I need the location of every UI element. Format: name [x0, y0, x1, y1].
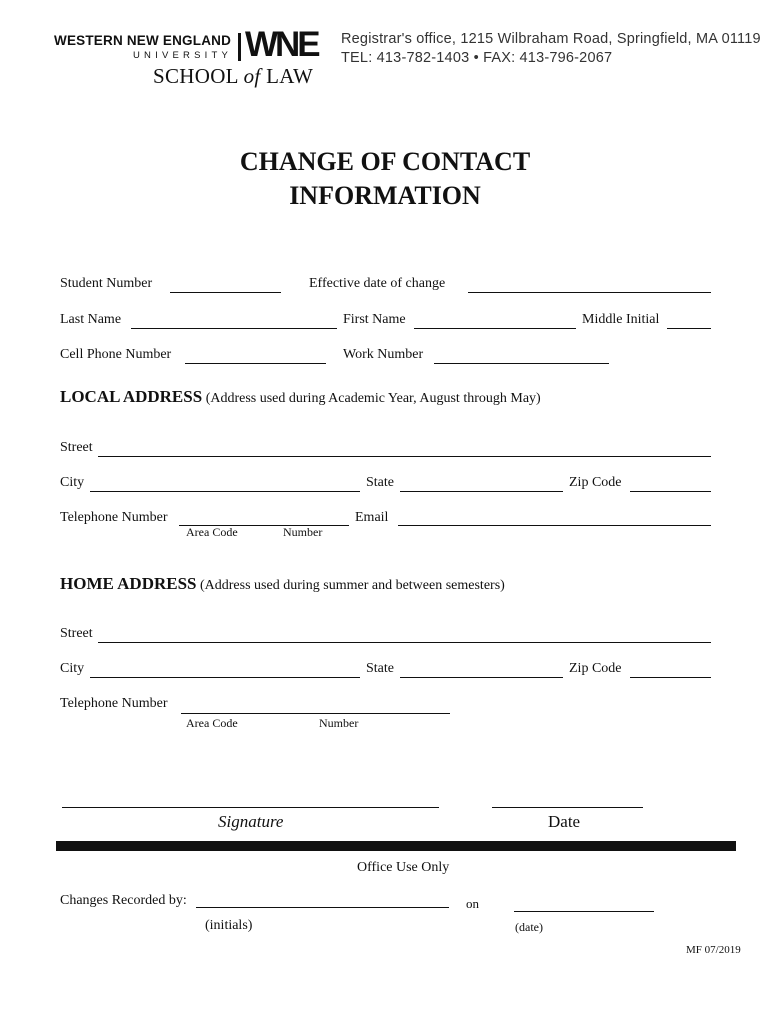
home-state-label: State: [366, 661, 394, 676]
registrar-address: Registrar's office, 1215 Wilbraham Road, Springfield, MA 01119: [341, 31, 761, 47]
local-zip-field[interactable]: [630, 491, 711, 492]
section-divider-bar: [56, 841, 736, 851]
registrar-phone-fax: TEL: 413-782-1403 • FAX: 413-796-2067: [341, 50, 613, 66]
local-state-field[interactable]: [400, 491, 563, 492]
local-email-label: Email: [355, 510, 389, 525]
home-city-field[interactable]: [90, 677, 360, 678]
logo-university-name: WESTERN NEW ENGLAND: [54, 33, 232, 48]
local-city-field[interactable]: [90, 491, 360, 492]
local-address-heading: [60, 387, 541, 407]
recorded-date-caption: (date): [515, 920, 543, 934]
home-telephone-label: Telephone Number: [60, 696, 168, 711]
last-name-field[interactable]: [131, 328, 337, 329]
local-street-field[interactable]: [98, 456, 711, 457]
form-code: MF 07/2019: [686, 944, 741, 956]
student-number-label: Student Number: [60, 276, 153, 291]
local-street-label: Street: [60, 440, 93, 455]
home-zip-field[interactable]: [630, 677, 711, 678]
local-number-caption: Number: [283, 525, 323, 539]
changes-recorded-field[interactable]: [196, 907, 449, 908]
cell-phone-label: Cell Phone Number: [60, 347, 172, 362]
last-name-label: Last Name: [60, 312, 122, 327]
home-street-label: Street: [60, 626, 93, 641]
changes-recorded-label: Changes Recorded by:: [60, 893, 187, 908]
on-label: on: [466, 896, 479, 911]
logo-of: of: [243, 64, 261, 88]
logo-school: SCHOOL: [153, 64, 239, 88]
logo-university-word: UNIVERSITY: [133, 50, 233, 61]
first-name-field[interactable]: [414, 328, 576, 329]
student-number-field[interactable]: [170, 292, 281, 293]
local-telephone-label: Telephone Number: [60, 510, 168, 525]
effective-date-field[interactable]: [468, 292, 711, 293]
home-street-field[interactable]: [98, 642, 711, 643]
form-title-line1: CHANGE OF CONTACT: [239, 147, 531, 176]
home-address-note: (Address used during summer and between semesters): [200, 578, 505, 593]
local-address-title: LOCAL ADDRESS: [60, 387, 203, 406]
logo-wne-mark: WNE: [245, 25, 318, 64]
cell-phone-field[interactable]: [185, 363, 326, 364]
work-number-field[interactable]: [434, 363, 609, 364]
initials-caption: (initials): [205, 918, 253, 933]
home-address-heading: [60, 574, 505, 594]
local-area-code-caption: Area Code: [186, 525, 238, 539]
home-area-code-caption: Area Code: [186, 716, 238, 730]
logo-school-of-law: [153, 64, 313, 89]
home-telephone-field[interactable]: [181, 713, 450, 714]
signature-date-field[interactable]: [492, 807, 643, 808]
local-zip-label: Zip Code: [569, 475, 622, 490]
home-number-caption: Number: [319, 716, 359, 730]
logo-divider: [238, 33, 241, 61]
date-caption: Date: [548, 812, 581, 831]
work-number-label: Work Number: [343, 347, 424, 362]
effective-date-label: Effective date of change: [309, 276, 446, 291]
signature-field[interactable]: [62, 807, 439, 808]
middle-initial-field[interactable]: [667, 328, 711, 329]
first-name-label: First Name: [343, 312, 406, 327]
local-city-label: City: [60, 475, 85, 490]
local-email-field[interactable]: [398, 525, 711, 526]
signature-caption: Signature: [218, 812, 284, 831]
local-state-label: State: [366, 475, 394, 490]
home-address-title: HOME ADDRESS: [60, 574, 197, 593]
office-use-title: Office Use Only: [357, 860, 450, 875]
local-address-note: (Address used during Academic Year, August through May): [205, 391, 541, 406]
home-zip-label: Zip Code: [569, 661, 622, 676]
recorded-date-field[interactable]: [514, 911, 654, 912]
home-city-label: City: [60, 661, 85, 676]
middle-initial-label: Middle Initial: [582, 312, 660, 327]
home-state-field[interactable]: [400, 677, 563, 678]
logo-law: LAW: [266, 64, 314, 88]
form-title-line2: INFORMATION: [289, 181, 481, 210]
